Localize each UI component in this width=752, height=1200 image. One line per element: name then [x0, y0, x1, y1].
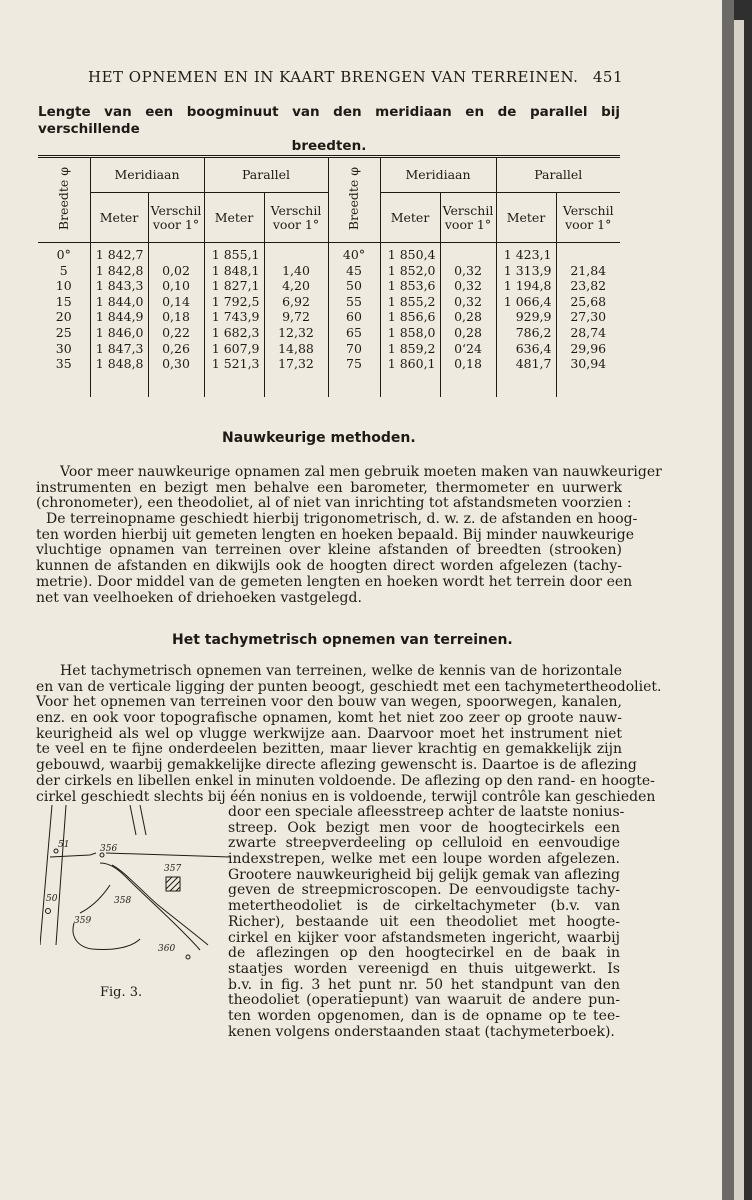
table-cell: 1 848,8	[95, 356, 144, 372]
table-cell: 55	[346, 293, 362, 309]
col-parallel-meter-left	[204, 243, 264, 398]
table-cell: 0,32	[454, 262, 482, 278]
fig3-terrain-sketch	[40, 805, 230, 965]
table-cell: 0,28	[454, 324, 482, 340]
text-line: theodoliet (operatiepunt) van waaruit de andere pun-	[228, 992, 620, 1009]
col-parallel-verschil-right	[556, 243, 620, 398]
table-cell	[443, 247, 494, 263]
header-parallel-left: Parallel	[204, 157, 328, 193]
label-356: 356	[100, 844, 118, 854]
table-cell: 17,32	[278, 356, 314, 372]
table-cell: 1 848,1	[211, 262, 260, 278]
table-cell: 75	[346, 356, 362, 372]
table-cell: 21,84	[570, 262, 607, 278]
text-line: gebouwd, waarbij gemakkelijke directe aflezing gewenscht is. Daartoe is de aflezing	[36, 757, 637, 774]
table-cell: 27,30	[570, 309, 607, 325]
table-cell: 1 066,4	[503, 293, 552, 309]
text-line: Het tachymetrisch opnemen van terreinen, welke de kennis van de horizontale	[60, 663, 622, 679]
road-edge	[130, 805, 136, 835]
table-cell: 5	[59, 262, 68, 278]
table-cell: 1 682,3	[211, 324, 260, 340]
table-cell: 23,82	[570, 278, 607, 294]
next-page-edge	[734, 20, 744, 1200]
table-cell: 6,92	[282, 293, 310, 309]
text-line: cirkel en kijker voor afstandsmeten ingericht, waarbij	[228, 929, 620, 946]
page-number: 451	[592, 68, 623, 86]
road-edge	[56, 805, 66, 945]
table-cell	[151, 247, 202, 263]
table-cell: 1,40	[282, 262, 310, 278]
text-line: geven de streepmicroscopen. De eenvoudigste tachy-	[228, 882, 620, 899]
text-line: (chronometer), een theodoliet, al of niet van inrichting tot afstandsmeten voorzien :	[36, 495, 632, 512]
table-cell: 1 847,3	[95, 340, 144, 356]
path-line	[100, 863, 200, 950]
table-cell: 1 850,4	[387, 247, 436, 262]
text-line: De terreinopname geschiedt hierbij trigonometrisch, d. w. z. de afstanden en hoog-	[46, 511, 638, 528]
table-cell: 0,18	[162, 309, 190, 325]
table-caption	[38, 104, 620, 155]
text-line: der cirkels en libellen enkel in minuten voldoende. De aflezing op den rand- en hoogte-	[36, 772, 655, 789]
table-cell: 0,28	[454, 309, 482, 325]
text-line: cirkel geschiedt slechts bij één nonius en is voldoende, terwijl contrôle kan geschieden	[36, 788, 656, 805]
text-line: Voor meer nauwkeurige opnamen zal men gebruik moeten maken van nauwkeuriger	[60, 464, 662, 480]
table-cell: 12,32	[278, 324, 314, 340]
table-cell: 70	[346, 340, 362, 356]
meridian-parallel-table	[38, 155, 620, 397]
header-verschil: Verschil voor 1°	[556, 193, 620, 243]
table-row	[38, 243, 620, 398]
table-cell: 481,7	[515, 356, 552, 372]
table-cell: 1 855,1	[211, 247, 260, 262]
text-line: keurigheid als wel op vlugge werkwijze aan. Daarvoor moet het instrument niet	[36, 725, 622, 742]
label-50: 50	[46, 894, 58, 904]
text-line: staatjes worden vereenigd en thuis uitgewerkt. Is	[228, 960, 620, 977]
col-meridiaan-meter-left	[90, 243, 148, 398]
table-cell: 929,9	[515, 309, 552, 325]
text-line: ten worden opgenomen, dan is de opname op te tee-	[228, 1007, 620, 1024]
table-cell: 9,72	[282, 309, 310, 325]
table-cell: 0°	[56, 247, 71, 262]
text-line: metrie). Door middel van de gemeten lengten en hoeken wordt het terrein door een	[36, 573, 633, 590]
header-meter: Meter	[496, 193, 556, 243]
text-line: ten worden hierbij uit gemeten lengten en hoeken bepaald. Bij minder nauwkeurige	[36, 526, 635, 543]
label-359: 359	[74, 916, 92, 926]
header-verschil: Verschil voor 1°	[264, 193, 328, 243]
text-line: Voor het opnemen van terreinen voor den bouw van wegen, spoorwegen, kanalen,	[36, 694, 622, 711]
text-line: b.v. in fig. 3 het punt nr. 50 het standpunt van den	[228, 976, 620, 993]
road-edge	[40, 805, 52, 945]
label-51: 51	[58, 840, 70, 850]
table-cell: 1 846,0	[95, 324, 144, 340]
running-header	[88, 68, 623, 86]
table-cell: 1 852,0	[387, 262, 436, 278]
paragraph-nauwkeurige-methoden	[36, 464, 662, 606]
text-line: door een speciale afleesstreep achter de laatste nonius-	[228, 804, 625, 820]
table-cell: 30	[55, 340, 72, 356]
col-parallel-verschil-left	[264, 243, 328, 398]
table-cell: 50	[346, 278, 362, 294]
table-cell: 45	[346, 262, 362, 278]
table-cell: 0,26	[162, 340, 190, 356]
table-cell: 30,94	[570, 356, 607, 372]
text-line: net van veelhoeken of driehoeken vastgelegd.	[36, 589, 362, 606]
header-meridiaan-right: Meridiaan	[380, 157, 496, 193]
col-breedte-left	[38, 243, 90, 398]
header-parallel-right: Parallel	[496, 157, 620, 193]
table-cell: 1 194,8	[503, 278, 552, 294]
table-cell: 25	[55, 324, 72, 340]
table-cell: 0,32	[454, 293, 482, 309]
text-line: Grootere nauwkeurigheid bij gelijk gemak van aflezing	[228, 866, 620, 883]
table-cell: 1 743,9	[211, 309, 260, 325]
header-meter: Meter	[380, 193, 440, 243]
table-cell: 1 792,5	[211, 293, 260, 309]
table-cell: 1 844,0	[95, 293, 144, 309]
table-cell: 0,02	[162, 262, 190, 278]
table-cell: 1 843,3	[95, 278, 144, 294]
text-line: kunnen de afstanden en dikwijls ook de hoogten direct worden afgelezen (tachy-	[36, 558, 622, 575]
figure-caption: Fig. 3.	[100, 985, 143, 1000]
paragraph-tachymetrisch-continued	[228, 804, 625, 1040]
table-cell: 4,20	[282, 278, 310, 294]
text-line: metertheodoliet is de cirkeltachymeter (b.v. van	[228, 898, 620, 915]
table-cell	[559, 247, 619, 263]
path-line	[106, 853, 230, 857]
header-verschil: Verschil voor 1°	[440, 193, 496, 243]
path-line	[73, 923, 140, 950]
table-cell: 28,74	[570, 324, 607, 340]
table-cell: 0,22	[162, 324, 190, 340]
text-line: indexstrepen, welke met een loupe worden afgelezen.	[228, 851, 620, 868]
table-cell: 1 521,3	[211, 356, 260, 372]
table-cell: 636,4	[515, 340, 552, 356]
text-line: te veel en te fijne onderdeelen bezitten, maar liever krachtig en gemakkelijk zijn	[36, 741, 622, 758]
table-cell: 0‘24	[454, 340, 482, 356]
header-meter: Meter	[204, 193, 264, 243]
table-cell: 1 423,1	[503, 247, 552, 262]
col-parallel-meter-right	[496, 243, 556, 398]
station-point	[46, 909, 51, 914]
text-line: zwarte streepverdeeling op celluloid en eenvoudige	[228, 835, 620, 852]
text-line: kenen volgens onderstaanden staat (tachymeterboek).	[228, 1023, 615, 1040]
col-breedte-right	[328, 243, 380, 398]
table-cell	[267, 247, 326, 263]
table-cell: 15	[55, 293, 72, 309]
table-cell: 20	[55, 309, 72, 325]
table-cell: 786,2	[515, 324, 552, 340]
table-cell: 25,68	[570, 293, 607, 309]
text-line: vluchtige opnamen van terreinen over kleine afstanden of breedten (strooken)	[36, 542, 622, 559]
table-cell: 0,18	[454, 356, 482, 372]
road-edge	[140, 805, 146, 835]
survey-point	[186, 955, 190, 959]
text-line: instrumenten en bezigt men behalve een barometer, thermometer en uurwerk	[36, 479, 622, 496]
label-358: 358	[114, 896, 132, 906]
table-cell: 1 844,9	[95, 309, 144, 325]
table-cell: 0,32	[454, 278, 482, 294]
table-cell: 29,96	[570, 340, 607, 356]
table-cell: 1 860,1	[387, 356, 436, 372]
col-meridiaan-meter-right	[380, 243, 440, 398]
label-357: 357	[164, 864, 182, 874]
page-edge	[722, 0, 734, 1200]
heading-tachymetrisch: Het tachymetrisch opnemen van terreinen.	[172, 632, 513, 648]
col-meridiaan-verschil-left	[148, 243, 204, 398]
text-line: streep. Ook bezigt men voor de hoogtecirkels een	[228, 819, 620, 836]
text-line: de aflezingen op den hoogtecirkel en de baak in	[228, 945, 620, 962]
paragraph-tachymetrisch	[36, 663, 662, 805]
table-cell: 10	[55, 278, 72, 294]
heading-nauwkeurige-methoden: Nauwkeurige methoden.	[222, 430, 416, 446]
table-cell: 65	[346, 324, 362, 340]
table-cell: 0,30	[162, 356, 190, 372]
path-line	[80, 885, 110, 913]
header-meridiaan-left: Meridiaan	[90, 157, 204, 193]
text-line: Richer), bestaande uit een theodoliet met hoogte-	[228, 913, 620, 930]
running-title: HET OPNEMEN EN IN KAART BRENGEN VAN TERREINEN.	[88, 68, 579, 86]
table-cell: 1 853,6	[387, 278, 436, 294]
header-breedte-left: Breedte φ	[38, 157, 90, 243]
table-cell: 1 827,1	[211, 278, 260, 294]
table-cell: 1 842,8	[95, 262, 144, 278]
table-cell: 0,10	[162, 278, 190, 294]
path-line	[50, 853, 96, 857]
text-line: enz. en ook voor topografische opnamen, komt het niet zoo zeer op groote nauw-	[36, 710, 622, 727]
table-cell: 1 855,2	[387, 293, 436, 309]
col-meridiaan-verschil-right	[440, 243, 496, 398]
table-cell: 1 856,6	[387, 309, 436, 325]
table-cell: 1 607,9	[211, 340, 260, 356]
header-breedte-right: Breedte φ	[328, 157, 380, 243]
table-cell: 60	[346, 309, 362, 325]
table-caption-line-2: breedten.	[291, 138, 367, 154]
text-line: en van de verticale ligging der punten beoogt, geschiedt met een tachymetertheodoliet.	[36, 678, 662, 695]
header-verschil: Verschil voor 1°	[148, 193, 204, 243]
header-meter: Meter	[90, 193, 148, 243]
table-cell: 1 858,0	[387, 324, 436, 340]
table-caption-line-1: Lengte van een boogminuut van den meridiaan en de parallel bij verschillende	[38, 104, 620, 137]
table-cell: 1 842,7	[95, 247, 144, 262]
table-cell: 1 859,2	[387, 340, 436, 356]
table-cell: 35	[55, 356, 72, 372]
table-cell: 0,14	[162, 293, 190, 309]
table-cell: 40°	[342, 247, 366, 262]
label-360: 360	[158, 944, 176, 954]
table-cell: 14,88	[278, 340, 314, 356]
table-cell: 1 313,9	[503, 262, 552, 278]
